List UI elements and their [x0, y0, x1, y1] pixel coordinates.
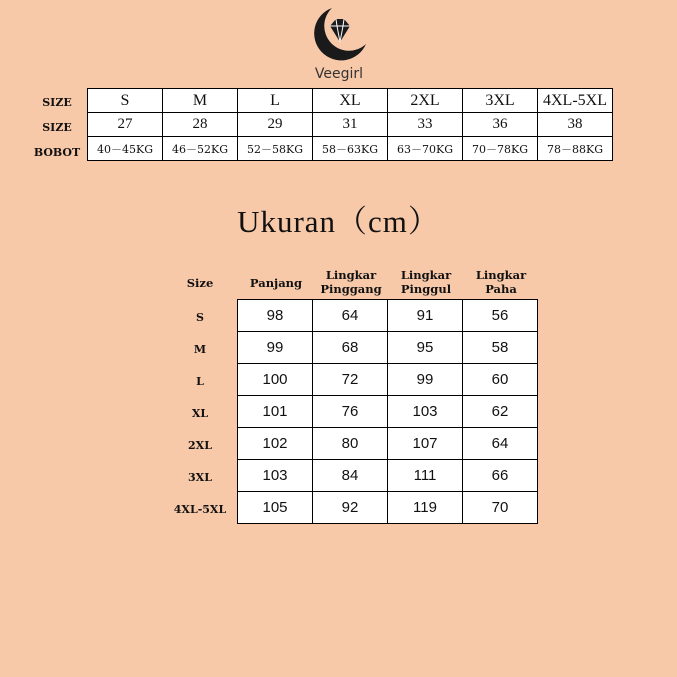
size-cell: 4XL-5XL: [538, 89, 613, 113]
measurement-cell: 99: [238, 332, 313, 364]
table-row: [88, 89, 613, 113]
table-row: [238, 492, 538, 524]
weight-cell: 70－78KG: [463, 137, 538, 161]
measurement-cell: 64: [463, 428, 538, 460]
weight-cell: 63－70KG: [388, 137, 463, 161]
measurement-cell: 103: [238, 460, 313, 492]
size-cell: S: [88, 89, 163, 113]
measurement-cell: 99: [388, 364, 463, 396]
measurement-cell: 91: [388, 300, 463, 332]
measurement-cell: 111: [388, 460, 463, 492]
weight-cell: 78－88KG: [538, 137, 613, 161]
row-size-label: S: [196, 311, 204, 324]
row-size-label: 2XL: [188, 439, 212, 452]
measurement-cell: 62: [463, 396, 538, 428]
size-number-cell: 29: [238, 113, 313, 137]
size-cell: 3XL: [463, 89, 538, 113]
measurement-cell: 60: [463, 364, 538, 396]
weight-cell: 46－52KG: [163, 137, 238, 161]
size-number-cell: 31: [313, 113, 388, 137]
row-size-label: 4XL-5XL: [173, 503, 227, 516]
weight-cell: 52－58KG: [238, 137, 313, 161]
measurement-cell: 68: [313, 332, 388, 364]
measurement-cell: 76: [313, 396, 388, 428]
measurement-cell: 107: [388, 428, 463, 460]
measurement-cell: 66: [463, 460, 538, 492]
row-size-label: 3XL: [188, 471, 212, 484]
size-cell: M: [163, 89, 238, 113]
row-label-size: SIZE: [42, 96, 72, 109]
measurement-cell: 95: [388, 332, 463, 364]
measurement-cell: 105: [238, 492, 313, 524]
row-size-label: M: [193, 343, 207, 356]
measurement-cell: 80: [313, 428, 388, 460]
size-number-cell: 33: [388, 113, 463, 137]
row-size-label: XL: [191, 407, 209, 420]
moon-diamond-logo-icon: [308, 4, 370, 66]
column-header-lingkar-pinggang: Lingkar Pinggang: [320, 268, 382, 296]
table-row: [88, 113, 613, 137]
brand-name: Veegirl: [314, 66, 364, 82]
measurement-cell: 119: [388, 492, 463, 524]
weight-cell: 58－63KG: [313, 137, 388, 161]
measurement-cell: 84: [313, 460, 388, 492]
measurement-cell: 103: [388, 396, 463, 428]
size-cell: L: [238, 89, 313, 113]
measurement-cell: 70: [463, 492, 538, 524]
size-weight-table: [87, 88, 613, 161]
table-row: [238, 460, 538, 492]
table-row: [88, 137, 613, 161]
row-label-weight: BOBOT: [33, 146, 81, 159]
column-header-lingkar-pinggul: Lingkar Pinggul: [400, 268, 452, 296]
table-row: [238, 396, 538, 428]
measurement-cell: 100: [238, 364, 313, 396]
size-number-cell: 28: [163, 113, 238, 137]
size-column-header: Size: [186, 276, 214, 290]
measurement-cell: 72: [313, 364, 388, 396]
size-cell: 2XL: [388, 89, 463, 113]
column-header-lingkar-paha: Lingkar Paha: [475, 268, 527, 296]
page-title: Ukuran（cm）: [237, 204, 440, 239]
table-row: [238, 364, 538, 396]
measurement-cell: 98: [238, 300, 313, 332]
row-label-size-number: SIZE: [42, 121, 72, 134]
column-header-panjang: Panjang: [249, 276, 303, 290]
size-number-cell: 27: [88, 113, 163, 137]
measurement-cell: 101: [238, 396, 313, 428]
size-cell: XL: [313, 89, 388, 113]
table-row: [238, 428, 538, 460]
table-row: [238, 332, 538, 364]
weight-cell: 40－45KG: [88, 137, 163, 161]
measurement-cell: 64: [313, 300, 388, 332]
measurement-cell: 58: [463, 332, 538, 364]
measurement-cell: 92: [313, 492, 388, 524]
measurement-cell: 102: [238, 428, 313, 460]
measurement-table: [237, 299, 538, 524]
measurement-cell: 56: [463, 300, 538, 332]
table-row: [238, 300, 538, 332]
size-number-cell: 38: [538, 113, 613, 137]
size-number-cell: 36: [463, 113, 538, 137]
row-size-label: L: [196, 375, 204, 388]
